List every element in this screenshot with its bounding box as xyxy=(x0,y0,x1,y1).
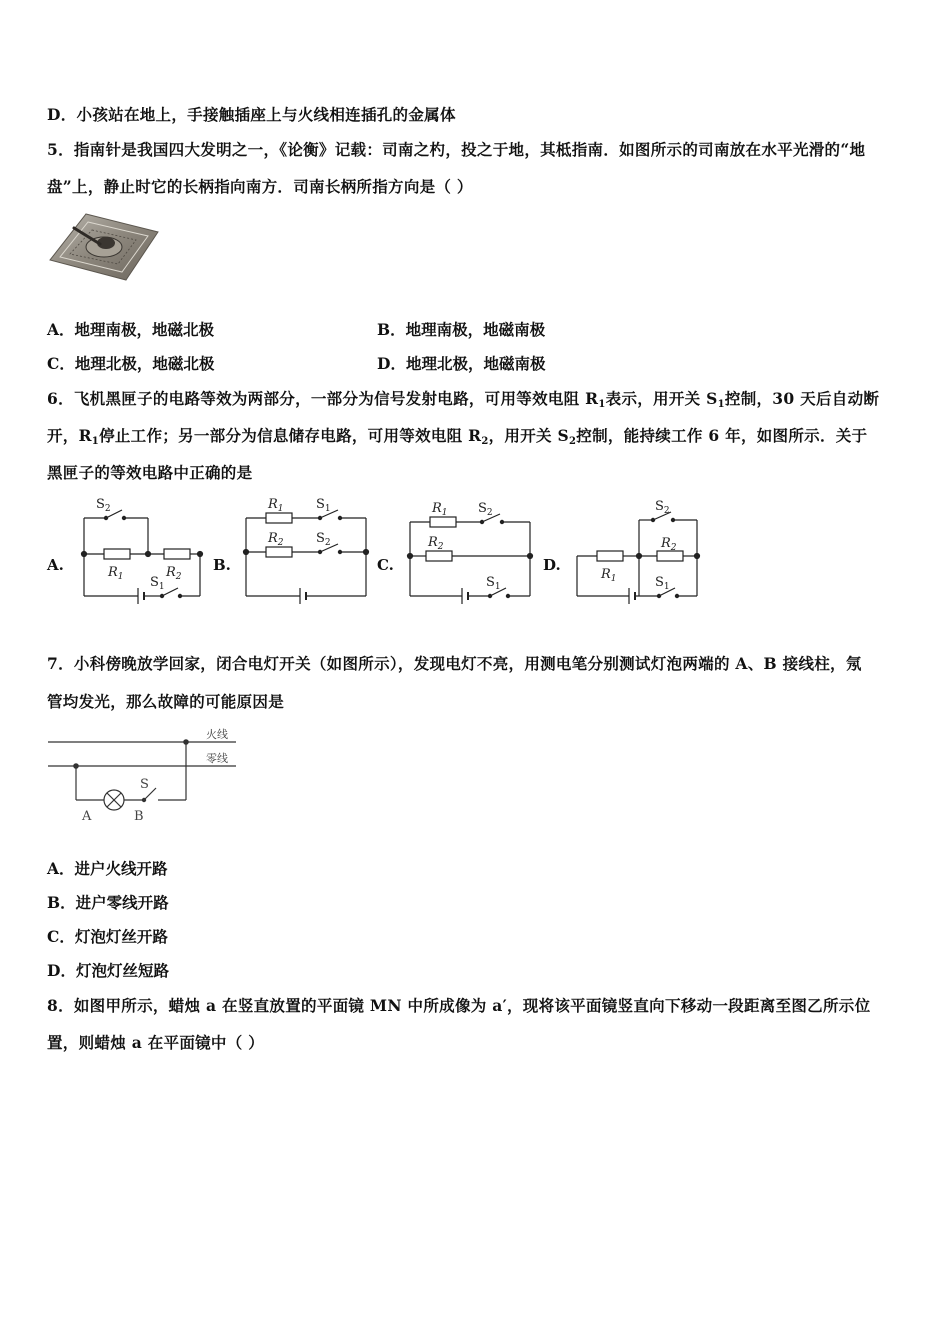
q7-stem-line2: 管均发光，那么故障的可能原因是 xyxy=(47,692,285,711)
circuit-b-r2-label: $R_2$ xyxy=(268,531,284,548)
q7-option-c: C．灯泡灯丝开路 xyxy=(47,927,168,946)
circuit-c xyxy=(406,496,536,606)
q6-line2-text-d: 控制，能持续工作 6 年，如图所示．关于 xyxy=(576,426,868,445)
q4-option-d: D．小孩站在地上，手接触插座上与火线相连插孔的金属体 xyxy=(47,105,456,124)
q6-line2-text-c: ，用开关 S xyxy=(488,426,569,445)
live-wire-label: 火线 xyxy=(206,728,228,741)
circuit-d-r1-label: $R_1$ xyxy=(601,567,617,584)
switch-s-label: S xyxy=(140,777,149,792)
q6-circuit-c-label: C. xyxy=(377,556,394,574)
q6-circuit-a-label: A. xyxy=(47,556,64,574)
neutral-wire-label: 零线 xyxy=(206,752,228,765)
q8-stem-line2: 置，则蜡烛 a 在平面镜中（ ） xyxy=(47,1033,265,1052)
circuit-c-r1-label: $R_1$ xyxy=(432,501,448,518)
circuit-a-r2-label: $R_2$ xyxy=(166,565,182,582)
q6-line2-text-b: 停止工作；另一部分为信息储存电路，可用等效电阻 R xyxy=(99,426,482,445)
q5-option-d: D．地理北极，地磁南极 xyxy=(377,354,546,373)
q6-circuit-b-label: B. xyxy=(213,556,231,574)
q6-sub: 2 xyxy=(569,436,577,447)
circuit-c-s2-label: $S_2$ xyxy=(478,501,493,518)
circuit-c-r2-label: $R_2$ xyxy=(428,535,444,552)
circuit-c-s1-label: $S_1$ xyxy=(486,575,501,592)
q6-sub: 1 xyxy=(717,399,725,410)
terminal-a-label: A xyxy=(82,809,92,824)
q7-option-d: D．灯泡灯丝短路 xyxy=(47,961,169,980)
q7-stem-line1: 7．小科傍晚放学回家，闭合电灯开关（如图所示），发现电灯不亮，用测电笔分别测试灯泡两端的 A、B 接线柱，氖 xyxy=(47,654,862,673)
circuit-d-s1-label: $S_1$ xyxy=(655,575,670,592)
q6-sub: 1 xyxy=(91,436,100,447)
q7-option-b: B．进户零线开路 xyxy=(47,893,169,912)
terminal-b-label: B xyxy=(134,809,144,824)
q5-stem-line1: 5．指南针是我国四大发明之一，《论衡》记载：司南之杓，投之于地，其柢指南．如图所示的司南放在水平光滑的“地 xyxy=(47,140,866,159)
q5-option-c: C．地理北极，地磁北极 xyxy=(47,354,215,373)
circuit-a xyxy=(78,496,208,606)
circuit-b-r1-label: $R_1$ xyxy=(268,497,284,514)
circuit-b xyxy=(242,496,372,606)
q7-house-circuit-figure xyxy=(46,724,238,824)
q6-line1-text-c: 控制，30 天后自动断 xyxy=(724,389,880,408)
circuit-a-s2-label: $S_2$ xyxy=(96,497,111,514)
q6-stem-line3: 黑匣子的等效电路中正确的是 xyxy=(47,463,253,482)
circuit-d-r2-label: $R_2$ xyxy=(661,536,677,553)
q6-line2-text-a: 开，R xyxy=(47,426,92,445)
q6-sub: 1 xyxy=(598,399,606,410)
circuit-a-r1-label: $R_1$ xyxy=(108,565,124,582)
q6-line1-text-a: 6．飞机黑匣子的电路等效为两部分，一部分为信号发射电路，可用等效电阻 R xyxy=(47,389,599,408)
circuit-b-s2-label: $S_2$ xyxy=(316,531,331,548)
q8-stem-line1: 8．如图甲所示，蜡烛 a 在竖直放置的平面镜 MN 中所成像为 a′，现将该平面镜竖直向下移动一段距离至图乙所示位 xyxy=(47,996,871,1015)
q6-circuit-d-label: D. xyxy=(543,556,561,574)
q5-stem-line2: 盘”上，静止时它的长柄指向南方．司南长柄所指方向是（ ） xyxy=(47,177,473,196)
circuit-d xyxy=(573,496,705,606)
q5-option-b: B．地理南极，地磁南极 xyxy=(377,320,546,339)
q5-option-a: A．地理南极，地磁北极 xyxy=(47,320,215,339)
q6-stem-line2 xyxy=(47,424,867,447)
circuit-a-s1-label: $S_1$ xyxy=(150,575,165,592)
circuit-d-s2-label: $S_2$ xyxy=(655,499,670,516)
sinan-compass-image xyxy=(48,210,160,286)
q6-line1-text-b: 表示，用开关 S xyxy=(605,389,718,408)
circuit-b-s1-label: $S_1$ xyxy=(316,497,331,514)
q7-option-a: A．进户火线开路 xyxy=(47,859,168,878)
q6-sub: 2 xyxy=(481,436,489,447)
q6-stem-line1 xyxy=(47,387,879,410)
